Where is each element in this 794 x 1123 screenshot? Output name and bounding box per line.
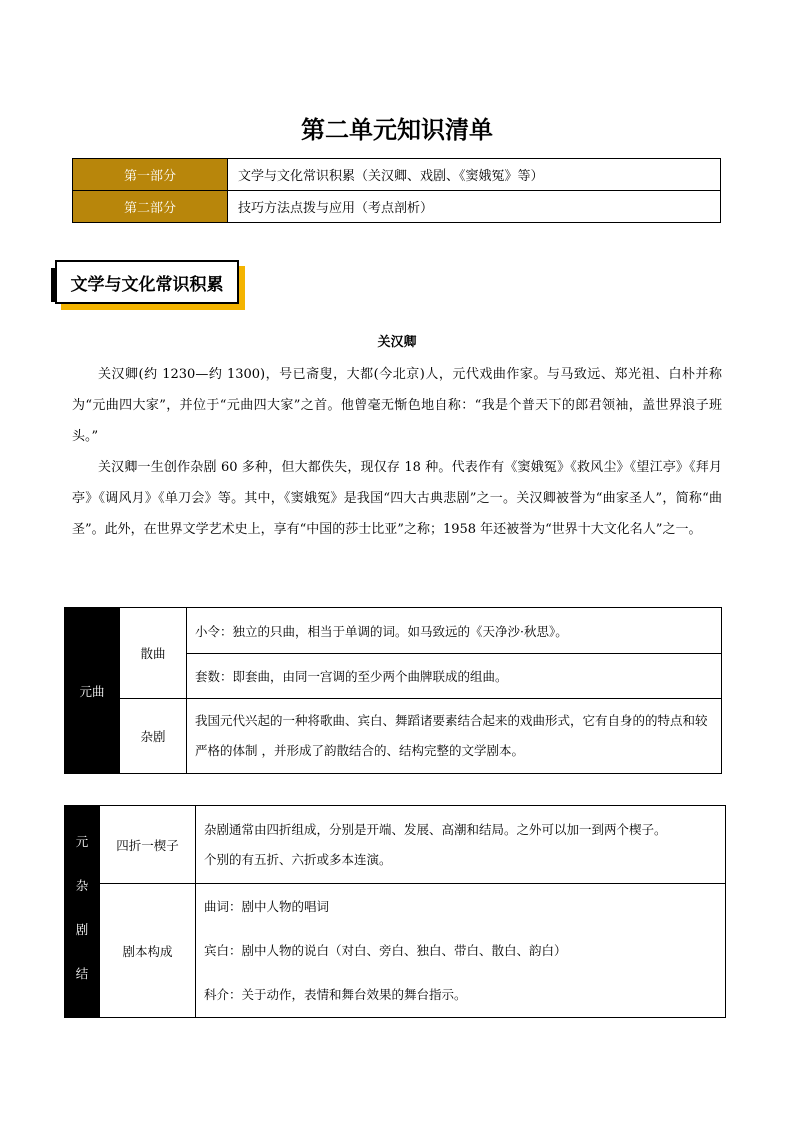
contents-text: 文学与文化常识积累（关汉卿、戏剧、《窦娥冤》等） xyxy=(228,159,721,191)
table-row xyxy=(65,884,726,1018)
document-title: 第二单元知识清单 xyxy=(301,116,493,144)
group-cell: 元曲 xyxy=(65,608,120,774)
contents-row xyxy=(73,191,721,223)
zaju-structure-table xyxy=(64,805,726,1018)
juben-label: 剧本构成 xyxy=(100,884,196,1018)
section-heading-box xyxy=(55,260,239,304)
table-row xyxy=(65,608,722,654)
bio-heading: 关汉卿 xyxy=(377,335,417,350)
sizhe-label: 四折一楔子 xyxy=(100,806,196,884)
contents-table xyxy=(72,158,721,223)
contents-text: 技巧方法点拨与应用（考点剖析） xyxy=(228,191,721,223)
sizhe-cell xyxy=(196,806,726,884)
contents-label: 第一部分 xyxy=(73,159,228,191)
bio-paragraph-1: 关汉卿(约 1230—约 1300)，号已斋叟，大都(今北京)人，元代戏曲作家。与马致远、郑光祖、白朴并称为“元曲四大家”，并位于“元曲四大家”之首。他曾毫无惭色地自称：“我是个普天下的郎君领袖，盖世界浪子班头。” xyxy=(72,367,722,444)
table-row xyxy=(65,806,726,884)
group-cell xyxy=(65,806,100,1018)
table-row xyxy=(65,699,722,774)
sizhe-line: 个别的有五折、六折或多本连演。 xyxy=(204,851,392,867)
section-heading: 文学与文化常识积累 xyxy=(70,274,224,295)
group-char: 杂 xyxy=(75,878,89,893)
group-char: 结 xyxy=(75,966,89,981)
zaju-label: 杂剧 xyxy=(120,699,187,774)
sanqu-label: 散曲 xyxy=(120,608,187,699)
sizhe-line: 杂剧通常由四折组成，分别是开端、发展、高潮和结局。之外可以加一到两个楔子。 xyxy=(204,821,667,837)
juben-line: 曲词：剧中人物的唱词 xyxy=(204,898,330,914)
group-char: 元 xyxy=(75,834,89,849)
juben-line: 科介：关于动作，表情和舞台效果的舞台指示。 xyxy=(204,986,467,1002)
taoshu-cell: 套数：即套曲，由同一宫调的至少两个曲牌联成的组曲。 xyxy=(187,654,722,699)
juben-line: 宾白：剧中人物的说白（对白、旁白、独白、带白、散白、韵白） xyxy=(204,942,567,958)
bio-paragraph-2: 关汉卿一生创作杂剧 60 多种，但大都佚失，现仅存 18 种。代表作有《窦娥冤》《救风尘》《望江亭》《拜月亭》《调风月》《单刀会》等。其中，《窦娥冤》是我国“四大古典悲剧”之一。关汉卿被誉为“曲家圣人”，简称“曲圣”。此外，在世界文学艺术史上，享有“中国的莎士比亚”之称；1958 年还被誉为“世界十大文化名人”之一。 xyxy=(72,460,722,537)
contents-row xyxy=(73,159,721,191)
zaju-cell: 我国元代兴起的一种将歌曲、宾白、舞蹈诸要素结合起来的戏曲形式，它有自身的的特点和较严格的体制 ，并形成了韵散结合的、结构完整的文学剧本。 xyxy=(187,699,722,774)
juben-cell xyxy=(196,884,726,1018)
contents-label: 第二部分 xyxy=(73,191,228,223)
group-char: 剧 xyxy=(75,922,89,937)
xiaoling-cell: 小令：独立的只曲，相当于单调的词。如马致远的《天净沙·秋思》。 xyxy=(187,608,722,654)
yuanqu-table xyxy=(64,607,722,774)
